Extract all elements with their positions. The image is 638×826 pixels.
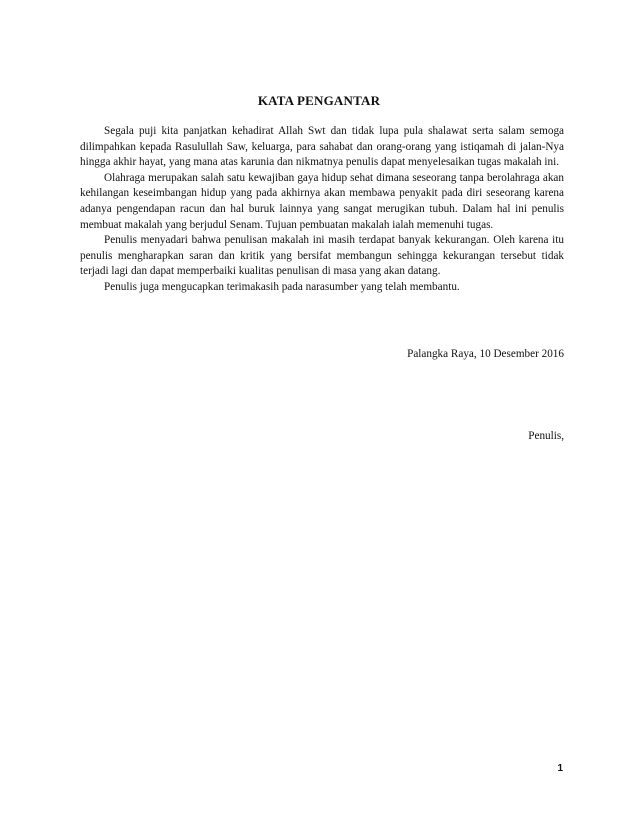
place-date: Palangka Raya, 10 Desember 2016	[407, 348, 564, 360]
page-number: 1	[557, 763, 563, 774]
paragraph-4: Penulis juga mengucapkan terimakasih pada narasumber yang telah membantu.	[104, 280, 460, 293]
paragraph-3: Penulis menyadari bahwa penulisan makalah ini masih terdapat banyak kekurangan. Oleh karena itu penulis mengharapkan saran dan kritik yang bersifat membangun sehingga kekurangan tersebut tidak terjadi lagi dan dapat memperbaiki kualitas penulisan di masa yang akan datang.	[80, 234, 564, 278]
page-title: KATA PENGANTAR	[257, 93, 381, 108]
paragraph-1: Segala puji kita panjatkan kehadirat Allah Swt dan tidak lupa pula shalawat serta salam semoga dilimpahkan kepada Rasulullah Saw, keluarga, para sahabat dan orang-orang yang istiqamah di jalan-Nya hingga akhir hayat, yang mana atas karunia dan nikmatnya penulis dapat menyelesaikan tugas makalah ini.	[80, 125, 564, 169]
signer: Penulis,	[528, 430, 564, 442]
paragraph-2: Olahraga merupakan salah satu kewajiban gaya hidup sehat dimana seseorang tanpa berolahraga akan kehilangan keseimbangan hidup yang pada akhirnya akan membawa penyakit pada diri seseorang karena adanya pengendapan racun dan hal buruk lainnya yang sangat merugikan tubuh. Dalam hal ini penulis membuat makalah yang berjudul Senam. Tujuan pembuatan makalah ialah memenuhi tugas.	[80, 171, 564, 231]
body-text	[80, 124, 564, 296]
